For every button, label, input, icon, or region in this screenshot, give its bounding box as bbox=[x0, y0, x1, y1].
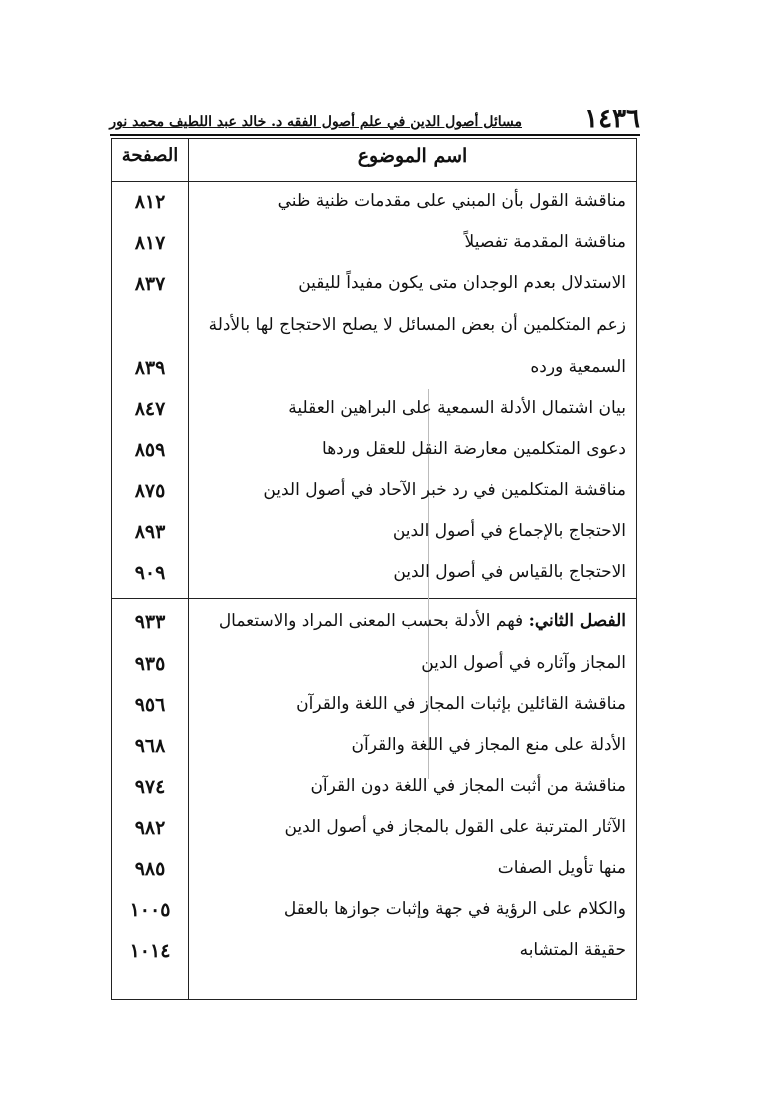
toc-topic: مناقشة المقدمة تفصيلاً bbox=[464, 232, 626, 252]
toc-topic: السمعية ورده bbox=[530, 357, 626, 377]
page-header bbox=[110, 104, 640, 138]
toc-page: ٩٣٥ bbox=[134, 653, 166, 675]
toc-page: ٨٤٧ bbox=[134, 398, 166, 420]
toc-page: ٩٧٤ bbox=[134, 776, 166, 798]
toc-page: ٨٣٧ bbox=[134, 273, 166, 295]
section-heading bbox=[194, 611, 626, 631]
toc-row bbox=[112, 729, 636, 769]
toc-page: ٨٣٩ bbox=[134, 357, 166, 379]
toc-page: ٩٨٥ bbox=[134, 858, 166, 880]
toc-topic: حقيقة المتشابه bbox=[519, 940, 626, 960]
toc-row bbox=[112, 267, 636, 307]
toc-topic: دعوى المتكلمين معارضة النقل للعقل وردها bbox=[322, 439, 626, 459]
toc-topic: الآثار المترتبة على القول بالمجاز في أصول الدين bbox=[284, 817, 626, 837]
toc-row bbox=[112, 309, 636, 349]
toc-row bbox=[112, 893, 636, 933]
toc-row bbox=[112, 647, 636, 687]
toc-page: ٨١٧ bbox=[134, 232, 166, 254]
toc-row bbox=[112, 556, 636, 596]
toc-row bbox=[112, 474, 636, 514]
toc-page: ٨٩٣ bbox=[134, 521, 166, 543]
toc-row bbox=[112, 852, 636, 892]
toc-topic: زعم المتكلمين أن بعض المسائل لا يصلح الاحتجاج لها بالأدلة bbox=[208, 315, 626, 335]
toc-topic: والكلام على الرؤية في جهة وإثبات جوازها بالعقل bbox=[283, 899, 626, 919]
header-rule bbox=[110, 134, 640, 136]
toc-topic: منها تأويل الصفات bbox=[497, 858, 626, 878]
toc-page: ١٠١٤ bbox=[129, 940, 171, 962]
toc-topic: المجاز وآثاره في أصول الدين bbox=[421, 653, 626, 673]
section-divider bbox=[112, 598, 636, 599]
toc-page: ٩٥٦ bbox=[134, 694, 166, 716]
section-lead: الفصل الثاني: bbox=[528, 611, 626, 631]
toc-page: ٩٨٢ bbox=[134, 817, 166, 839]
running-title: مسائل أصول الدين في علم أصول الفقه د. خالد عبد اللطيف محمد نور bbox=[109, 114, 522, 130]
toc-row bbox=[112, 433, 636, 473]
toc-row bbox=[112, 226, 636, 266]
toc-row bbox=[112, 770, 636, 810]
toc-topic: مناقشة القائلين بإثبات المجاز في اللغة والقرآن bbox=[296, 694, 626, 714]
toc-page: ٨٥٩ bbox=[134, 439, 166, 461]
toc-row bbox=[112, 185, 636, 225]
section-row bbox=[112, 605, 636, 645]
toc-topic: مناقشة المتكلمين في رد خبر الآحاد في أصول الدين bbox=[263, 480, 626, 500]
toc-row bbox=[112, 811, 636, 851]
toc-row bbox=[112, 351, 636, 391]
toc-row bbox=[112, 392, 636, 432]
page-number: ١٤٣٦ bbox=[584, 104, 640, 134]
toc-page: ٨١٢ bbox=[134, 191, 166, 213]
toc-topic: الاستدلال بعدم الوجدان متى يكون مفيداً لليقين bbox=[298, 273, 626, 293]
toc-topic: الأدلة على منع المجاز في اللغة والقرآن bbox=[351, 735, 626, 755]
toc-row bbox=[112, 515, 636, 555]
toc-page: ٩٠٩ bbox=[134, 562, 166, 584]
toc-page: ٨٧٥ bbox=[134, 480, 166, 502]
toc-topic: الاحتجاج بالإجماع في أصول الدين bbox=[392, 521, 626, 541]
toc-row bbox=[112, 934, 636, 974]
header-row-divider bbox=[112, 181, 636, 182]
toc-row bbox=[112, 688, 636, 728]
toc-topic: الاحتجاج بالقياس في أصول الدين bbox=[393, 562, 626, 582]
toc-topic: بيان اشتمال الأدلة السمعية على البراهين العقلية bbox=[288, 398, 626, 418]
column-header-topic: اسم الموضوع bbox=[357, 145, 468, 167]
section-title: فهم الأدلة بحسب المعنى المراد والاستعمال bbox=[218, 611, 529, 631]
toc-topic: مناقشة القول بأن المبني على مقدمات ظنية ظني bbox=[277, 191, 626, 211]
toc-page: ١٠٠٥ bbox=[129, 899, 171, 921]
column-header-page: الصفحة bbox=[121, 145, 179, 166]
toc-page: ٩٣٣ bbox=[134, 611, 166, 633]
toc-table bbox=[111, 138, 637, 1000]
toc-page: ٩٦٨ bbox=[134, 735, 166, 757]
toc-topic: مناقشة من أثبت المجاز في اللغة دون القرآن bbox=[310, 776, 626, 796]
